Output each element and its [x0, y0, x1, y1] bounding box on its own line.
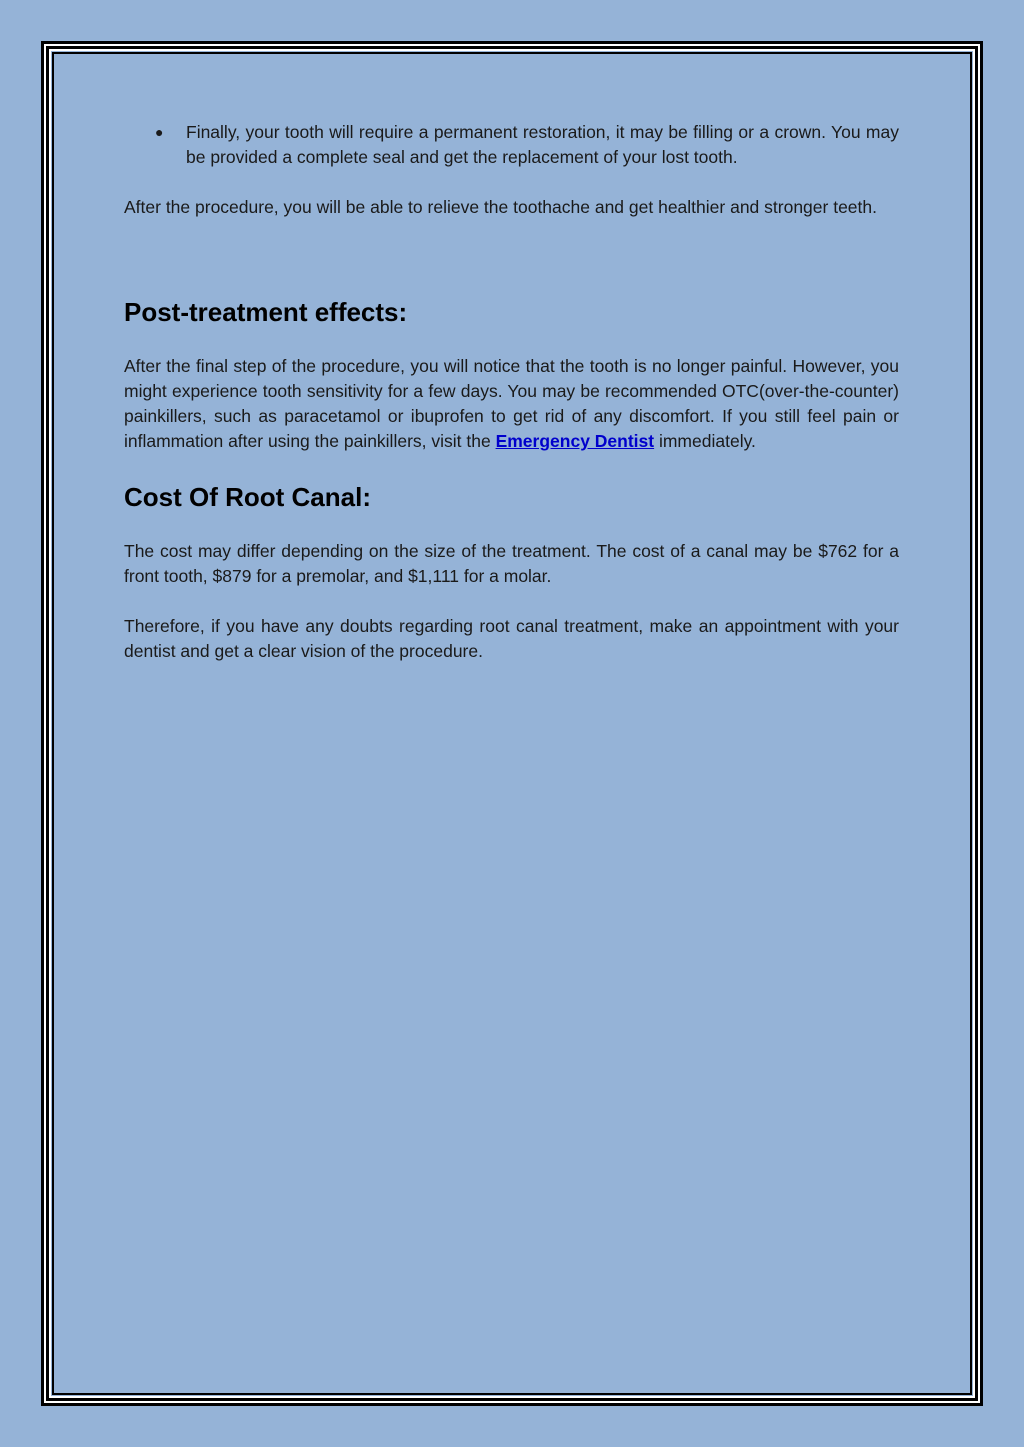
bullet-icon: ● — [155, 124, 164, 140]
cost-paragraph: The cost may differ depending on the size of the treatment. The cost of a canal may be $762 for a front tooth, $879 for a premolar, and $1,111 for a molar. — [124, 541, 899, 586]
procedure-outcome-paragraph: After the procedure, you will be able to relieve the toothache and get healthier and stronger teeth. — [124, 197, 877, 217]
cost-heading: Cost Of Root Canal: — [124, 482, 371, 512]
post-treatment-heading: Post-treatment effects: — [124, 297, 408, 327]
bullet-list — [124, 120, 899, 170]
post-treatment-paragraph — [124, 354, 899, 454]
list-item — [124, 120, 899, 170]
document-body — [124, 120, 899, 664]
emergency-dentist-link[interactable]: Emergency Dentist — [495, 431, 655, 451]
post-treatment-text: After the final step of the procedure, you will notice that the tooth is no longer painful. However, you might experience tooth sensitivity for a few days. You may be recommended OTC(over-the-counter) painkillers, such as paracetamol or ibuprofen to get rid of any discomfort. If you still feel pain or inflammation after using the painkillers, visit the — [124, 356, 899, 451]
conclusion-paragraph: Therefore, if you have any doubts regarding root canal treatment, make an appointment with your dentist and get a clear vision of the procedure. — [124, 616, 899, 661]
post-treatment-tail: immediately. — [654, 431, 756, 451]
bullet-text: Finally, your tooth will require a permanent restoration, it may be filling or a crown. You may be provided a complete seal and get the replacement of your lost tooth. — [186, 122, 899, 167]
